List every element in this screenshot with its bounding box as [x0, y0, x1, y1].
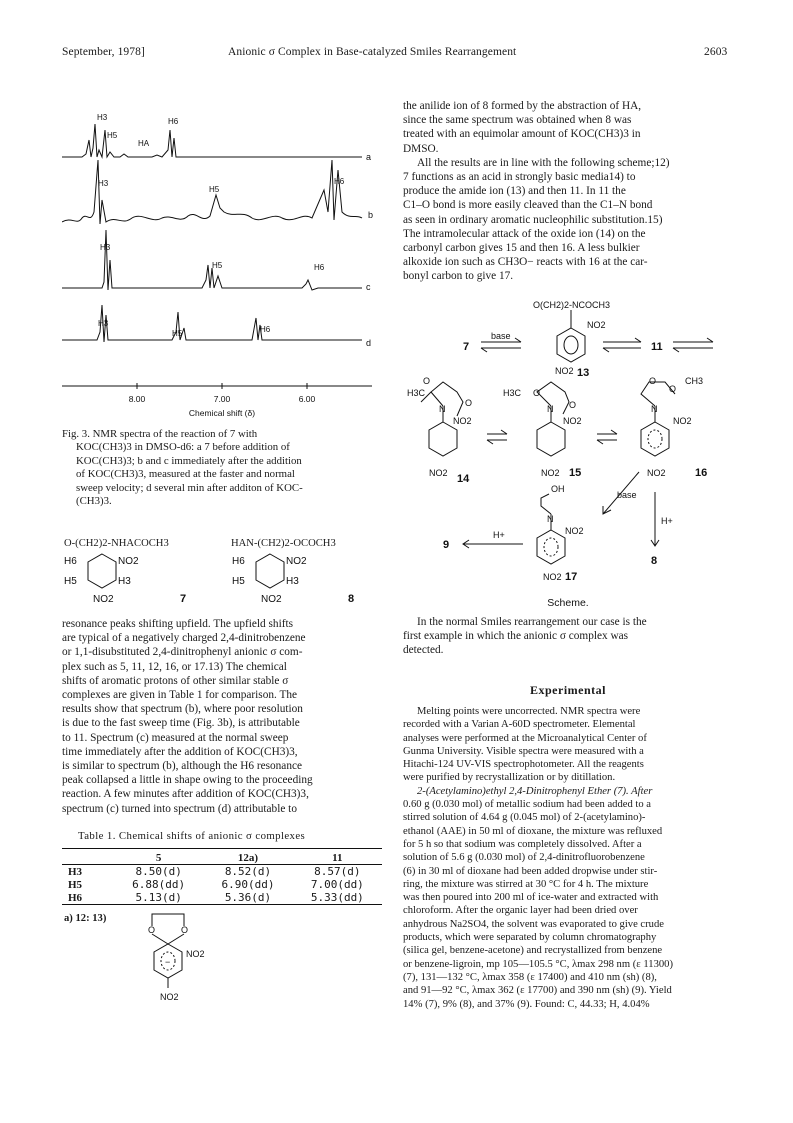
svg-text:H3C: H3C: [407, 388, 426, 398]
svg-text:NO2: NO2: [118, 556, 139, 567]
table-row: H6 5.13(d) 5.36(d) 5.33(dd): [62, 891, 382, 905]
scheme-label-11: 11: [651, 341, 663, 353]
svg-text:NO2: NO2: [93, 594, 114, 605]
svg-text:HA: HA: [138, 139, 150, 148]
svg-text:NO2: NO2: [453, 416, 472, 426]
figure-caption: Fig. 3. NMR spectra of the reaction of 7 with KOC(CH3)3 in DMSO-d6: a 7 before addition of KOC(CH3)3; b and c immediately after the addition of KOC(CH3)3, measured at the faster and normal sweep velocity; d several min after additon of KOC- (CH3)3.: [62, 428, 303, 508]
running-header-title: Anionic σ Complex in Base-catalyzed Smiles Rearrangement: [228, 46, 517, 58]
section-heading: Experimental: [530, 683, 606, 697]
nmr-spectra-figure: [62, 100, 392, 420]
chemical-shifts-table: 5 12a) 11 H3 8.50(d) 8.52(d) 8.57(d) H5 6.88(dd) 6.90(dd) 7.00(dd) H6 5.13(d) 5.36(d) 5.33(dd): [62, 852, 382, 905]
svg-text:OH: OH: [551, 484, 565, 494]
running-header-date: September, 1978]: [62, 46, 145, 58]
svg-text:O: O: [649, 376, 657, 386]
svg-text:NO2: NO2: [587, 320, 606, 330]
svg-text:base: base: [617, 490, 637, 500]
svg-text:NO2: NO2: [555, 366, 574, 376]
svg-text:H3C: H3C: [503, 388, 522, 398]
svg-text:N: N: [547, 404, 554, 414]
svg-text:H+: H+: [493, 530, 505, 540]
experimental-text: Melting points were uncorrected. NMR spectra were recorded with a Varian A-60D spectrometer. Elemental analyses were performed at the Microanalytical Center of Gunma University. Visible spectra were measured with a Hitachi-124 UV-VIS spectrophotometer. All the reagents were purified by recrystallization or by ditillation. 2-(Acetylamino)ethyl 2,4-Dinitrophenyl Ether (7). After 0.60 g (0.030 mol) of metallic sodium had been added to a stirred solution of 4.64 g (0.045 mol) of 2-(acetylamino)- ethanol (AAE) in 50 ml of dioxane, the mixture was refluxed for 5 h so that sodium was completely dissolved. After a solution of 5.6 g (0.030 mol) of 2,4-dinitrofluorobenzene (6) in 30 ml of dioxane had been added dropwise under stir- ring, the mixture was stirred at 30 °C for 4 h. The mixture was then poured into 200 ml of ice-water and extracted with chloroform. After the organic layer had been dried over anhydrous Na2SO4, the solvent was evaporated to give crude products, which were separated by column chromatography (silica gel, benzene-acetone) and recrystallized from benzene or benzene-ligroin, mp 105—105.5 °C, λmax 298 nm (ε 11300) (7), 131—132 °C, λmax 358 (ε 17400) and 410 nm (sh) (8), and 91—92 °C, λmax 362 (ε 17700) and 390 nm (sh) (9). Yield 14% (7), 9% (8), and 37% (9). Found: C, 44.33; H, 4.04%: [403, 706, 673, 1010]
svg-text:NO2: NO2: [286, 556, 307, 567]
scheme-label-14: 14: [457, 473, 470, 485]
reaction-scheme: [403, 298, 733, 643]
compound-7-label: 7: [180, 593, 187, 605]
page-number: 2603: [704, 46, 728, 58]
table-row: H5 6.88(dd) 6.90(dd) 7.00(dd): [68, 878, 364, 891]
svg-text:H5: H5: [107, 131, 118, 140]
scheme-label-17: 17: [565, 571, 578, 583]
svg-text:O: O: [423, 376, 431, 386]
svg-text:H6: H6: [64, 556, 77, 567]
svg-text:H6: H6: [232, 556, 245, 567]
svg-text:CH3: CH3: [685, 376, 704, 386]
svg-text:H+: H+: [661, 516, 673, 526]
scheme-label-15: 15: [569, 467, 582, 479]
right-top-text: the anilide ion of 8 formed by the abstraction of HA, since the same spectrum was obtained when 8 was treated with an equimolar amount of KOC(CH3)3 in DMSO. All the results are in line with the following scheme;12) 7 functions as an acid in strongly basic media14) to produce the amide ion (13) and then 11. In 11 the C1–O bond is more easily cleaved than the C1–N bond as seen in ordinary aromatic nucleophilic substitution.15) The intramolecular attack of the oxide ion (14) on the carbonyl carbon gives 15 and then 16. A less bulkier alkoxide ion such as CH3O− reacts with 16 at the car- bonyl carbon to give 17.: [403, 100, 670, 283]
svg-text:H3: H3: [286, 576, 299, 587]
svg-text:H3: H3: [97, 113, 108, 122]
scheme-label-7: 7: [463, 341, 470, 353]
svg-text:NO2: NO2: [541, 468, 560, 478]
compound-structures: [62, 550, 382, 612]
scheme-label-9: 9: [443, 539, 450, 551]
tick-label: 7.00: [213, 394, 231, 404]
svg-text:O: O: [465, 398, 473, 408]
scheme-label-8: 8: [651, 555, 658, 567]
svg-text:NO2: NO2: [563, 416, 582, 426]
compound-7-substituent: O-(CH2)2-NHACOCH3: [64, 538, 169, 549]
svg-text:NO2: NO2: [565, 526, 584, 536]
tick-label: 6.00: [298, 394, 316, 404]
svg-text:NO2: NO2: [647, 468, 666, 478]
svg-text:N: N: [439, 404, 446, 414]
tick-label: 8.00: [128, 394, 146, 404]
trace-label-d: d: [366, 338, 372, 348]
svg-text:H3: H3: [118, 576, 131, 587]
trace-a: [62, 124, 362, 157]
svg-text:H6: H6: [168, 117, 179, 126]
svg-text:O: O: [148, 925, 156, 935]
svg-text:NO2: NO2: [186, 949, 205, 959]
svg-text:H6: H6: [334, 177, 345, 186]
svg-text:NO2: NO2: [673, 416, 692, 426]
trace-label-b: b: [368, 210, 374, 220]
axis-label: Chemical shift (δ): [188, 408, 256, 418]
svg-text:N: N: [547, 514, 554, 524]
trace-c: [62, 230, 362, 290]
svg-text:O: O: [669, 384, 677, 394]
svg-text:H5: H5: [232, 576, 245, 587]
svg-text:O: O: [181, 925, 189, 935]
svg-text:H5: H5: [64, 576, 77, 587]
scheme-top-substituent: O(CH2)2-NCOCH3: [533, 300, 611, 310]
table-footnote: a) 12: 13): [64, 913, 107, 924]
svg-text:H3: H3: [98, 179, 109, 188]
svg-text:H5: H5: [212, 261, 223, 270]
svg-text:H5: H5: [209, 185, 220, 194]
svg-text:NO2: NO2: [160, 992, 179, 1002]
left-body-text: resonance peaks shifting upfield. The upfield shifts are typical of a negatively charged 2,4-dinitrobenzene or 1,1-disubstituted 2,4-dinitrophenyl anionic σ com- plex such as 5, 11, 12, 16, or 17.13) The chemical shifts of aromatic protons of other similar stable σ complexes are given in Table 1 for comparison. The results show that spectrum (b), where poor resolution is due to the fast sweep time (Fig. 3b), is attributable to 11. Spectrum (c) measured at the normal sweep time immediately after the addition of KOC(CH3)3, is similar to spectrum (b), although the H6 resonance peak collapsed a little in shape owing to the proceeding reaction. A few minutes after addition of KOC(CH3)3, spectrum (c) turned into spectrum (d) attributable to: [62, 618, 313, 815]
svg-text:H5: H5: [172, 329, 183, 338]
svg-text:O: O: [533, 388, 541, 398]
scheme-label-13: 13: [577, 367, 590, 379]
svg-text:NO2: NO2: [261, 594, 282, 605]
table-title: Table 1. Chemical shifts of anionic σ complexes: [78, 830, 306, 842]
compound-8-label: 8: [348, 593, 355, 605]
scheme-label-16: 16: [695, 467, 708, 479]
right-mid-text: In the normal Smiles rearrangement our case is the first example in which the anionic σ complex was detected.: [403, 616, 647, 657]
svg-text:base: base: [491, 331, 511, 341]
svg-text:N: N: [651, 404, 658, 414]
scheme-caption: Scheme.: [547, 597, 589, 609]
compound-8-substituent: HAN-(CH2)2-OCOCH3: [231, 538, 336, 549]
compound-12-structure: [136, 910, 246, 1010]
svg-text:H6: H6: [260, 325, 271, 334]
trace-label-c: c: [366, 282, 371, 292]
svg-text:H6: H6: [314, 263, 325, 272]
svg-text:NO2: NO2: [429, 468, 448, 478]
svg-text:H3: H3: [100, 243, 111, 252]
svg-text:H3: H3: [98, 319, 109, 328]
svg-text:−: −: [165, 957, 171, 967]
svg-text:NO2: NO2: [543, 572, 562, 582]
trace-label-a: a: [366, 152, 372, 162]
table-row: H3 8.50(d) 8.52(d) 8.57(d): [68, 865, 361, 878]
svg-text:O: O: [569, 400, 577, 410]
